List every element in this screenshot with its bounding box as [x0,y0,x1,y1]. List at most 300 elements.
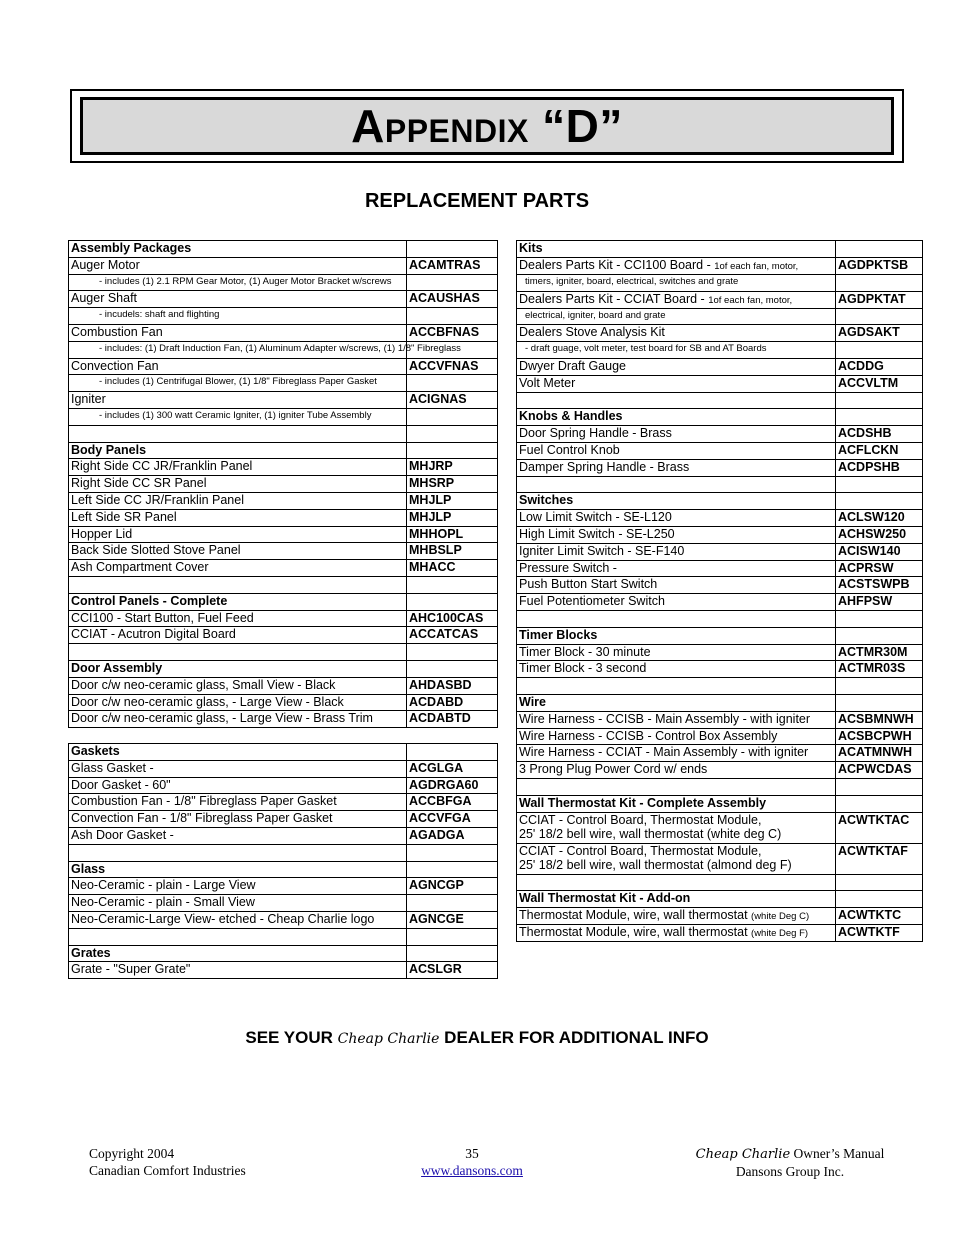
part-description [69,760,407,777]
part-description [517,526,836,543]
part-description-text: Fuel Potentiometer Switch [519,594,665,609]
part-description-text: Kits [519,241,543,255]
part-description [517,874,836,891]
section-header-row [517,627,923,644]
part-number: AGNCGE [407,911,498,928]
part-number [407,928,498,945]
part-number [407,945,498,962]
part-description [69,274,407,291]
part-description [517,510,836,527]
part-number [407,744,498,761]
part-description [69,459,407,476]
part-description-text: Glass Gasket - [71,760,154,775]
part-description-text: Damper Spring Handle - Brass [519,459,690,474]
parts-table-right [516,240,923,942]
part-description-text: Convection Fan - 1/8" Fibreglass Paper Gasket [71,811,333,826]
part-description [517,241,836,258]
part-number [836,610,923,627]
part-description-note: 1of each fan, motor, [708,294,793,306]
part-description [517,728,836,745]
part-number: ACSBCPWH [836,728,923,745]
part-description [69,744,407,761]
part-description-note: (white Deg C) [751,911,810,923]
footer-right [680,1145,900,1180]
part-row [517,274,923,291]
section-header-row [517,694,923,711]
part-description-text: Dealers Parts Kit - CCI100 Board - [519,257,715,272]
part-number: ACWTKTAC [836,812,923,843]
section-header-row [69,660,498,677]
part-description-text: Switches [519,493,574,508]
part-row [517,308,923,325]
part-description [517,291,836,308]
part-number: AGDSAKT [836,325,923,342]
part-description-text: Assembly Packages [71,241,192,255]
part-number [836,409,923,426]
part-description-text: Door Gasket - 60" [71,777,171,792]
part-description-text: - draft guage, volt meter, test board for SB and AT Boards [525,343,767,355]
part-number: ACHSW250 [836,526,923,543]
part-description [517,778,836,795]
part-description-text: Grates [71,945,111,960]
spacer-row [517,610,923,627]
part-number: ACCBFNAS [407,324,498,341]
part-description [69,576,407,593]
part-description [69,324,407,341]
part-number: MHSRP [407,476,498,493]
part-number: ACGLGA [407,760,498,777]
part-row [517,745,923,762]
part-number [836,627,923,644]
part-row [69,911,498,928]
part-row [69,794,498,811]
part-description [69,711,407,728]
part-description [517,843,836,874]
parts-table-left-lower [68,743,498,979]
website-link[interactable]: www.dansons.com [421,1163,523,1178]
part-description [69,425,407,442]
part-number: ACLSW120 [836,510,923,527]
part-row [69,627,498,644]
part-description [517,308,836,325]
part-description [69,928,407,945]
part-number: ACTMR30M [836,644,923,661]
part-number: ACISW140 [836,543,923,560]
part-row [69,324,498,341]
part-row [517,762,923,779]
part-description [517,493,836,510]
part-row [517,908,923,925]
part-number [836,795,923,812]
part-number: ACDABD [407,694,498,711]
part-row [69,526,498,543]
part-description-text: Right Side CC SR Panel [71,476,207,491]
part-description [517,610,836,627]
part-description [69,777,407,794]
part-description-text: Neo-Ceramic - plain - Large View [71,878,256,893]
part-description [517,442,836,459]
part-description-text: Neo-Ceramic - plain - Small View [71,895,255,910]
part-row [69,962,498,979]
part-row [69,257,498,274]
section-header-row [69,241,498,258]
part-number: ACCATCAS [407,627,498,644]
section-header-row [69,744,498,761]
part-number: ACWTKTC [836,908,923,925]
part-description-text: Timer Blocks [519,627,598,642]
part-description [69,375,407,392]
part-number [836,392,923,409]
part-row [69,392,498,409]
part-row [517,543,923,560]
part-description-text: - includes: (1) Draft Induction Fan, (1) Aluminum Adapter w/screws, (1) 1/8" Fibreglass [99,342,461,354]
part-number [836,694,923,711]
part-description [517,711,836,728]
part-description [517,409,836,426]
part-number: ACWTKTAF [836,843,923,874]
part-number: ACAUSHAS [407,291,498,308]
part-description-text: - includes (1) 2.1 RPM Gear Motor, (1) Auger Motor Bracket w/screws [99,275,392,287]
part-description-text: Dealers Parts Kit - CCIAT Board - [519,291,709,306]
part-row [69,358,498,375]
part-description [517,762,836,779]
part-number: ACPRSW [836,560,923,577]
part-number: ACATMNWH [836,745,923,762]
part-number [836,476,923,493]
part-description [517,560,836,577]
part-row [69,509,498,526]
part-description [69,811,407,828]
part-description [517,358,836,375]
part-row [517,510,923,527]
part-number [407,861,498,878]
part-description-text: - includes (1) 300 watt Ceramic Igniter, (1) igniter Tube Assembly [99,409,372,421]
section-header-row [517,409,923,426]
part-row [517,257,923,274]
part-row [517,644,923,661]
part-description-text: Dwyer Draft Gauge [519,358,626,373]
section-header-row [517,891,923,908]
part-number [836,342,923,359]
part-number [836,891,923,908]
part-row [69,459,498,476]
part-number [836,874,923,891]
part-description-text: Door c/w neo-ceramic glass, - Large View - Brass Trim [71,711,373,726]
part-row [69,711,498,728]
part-description [517,891,836,908]
part-description [69,476,407,493]
part-description [517,342,836,359]
dealer-note-post: DEALER FOR ADDITIONAL INFO [439,1028,709,1047]
part-description-text: Volt Meter [519,375,576,390]
dealer-note [0,1028,954,1048]
spacer-row [69,928,498,945]
part-description-text: Pressure Switch - [519,560,617,575]
part-number [407,644,498,661]
section-header-row [517,241,923,258]
section-header-row [69,593,498,610]
part-number [407,308,498,325]
spacer-row [517,678,923,695]
section-title: REPLACEMENT PARTS [364,190,590,212]
part-description [69,358,407,375]
part-row [517,426,923,443]
part-description-text: Left Side SR Panel [71,509,177,524]
part-number [836,274,923,291]
part-row [517,594,923,611]
part-description [69,945,407,962]
part-description-text: Body Panels [71,442,147,457]
part-number [836,678,923,695]
part-description [69,861,407,878]
section-header-row [69,861,498,878]
part-description [69,241,407,258]
part-description [69,341,461,358]
group-name: Dansons Group Inc. [735,1164,845,1179]
part-row [517,925,923,942]
part-description [69,878,407,895]
part-row [69,677,498,694]
part-description-text: CCI100 - Start Button, Fuel Feed [71,610,254,625]
part-description [517,795,836,812]
part-number: ACSLGR [407,962,498,979]
part-description [69,677,407,694]
spacer-row [69,844,498,861]
part-number: MHACC [407,560,498,577]
part-description [517,678,836,695]
part-description-text: Timer Block - 3 second [519,661,647,676]
part-number: ACWTKTF [836,925,923,942]
part-row [517,291,923,308]
part-number [407,576,498,593]
part-description-text: Knobs & Handles [519,409,623,424]
part-description-text: Combustion Fan [71,324,163,339]
part-description [69,291,407,308]
part-description [517,812,836,843]
part-description-text: Door Assembly [71,660,163,675]
part-description-text: electrical, igniter, board and grate [525,309,666,321]
part-row [69,274,498,291]
part-number: ACAMTRAS [407,257,498,274]
part-number [407,844,498,861]
part-description-text: Left Side CC JR/Franklin Panel [71,492,244,507]
part-number: AGNCGP [407,878,498,895]
part-description [69,408,407,425]
part-number: ACDPSHB [836,459,923,476]
part-number: AGDRGA60 [407,777,498,794]
part-description [517,577,836,594]
part-row [69,408,498,425]
spacer-row [517,476,923,493]
part-description-text: Igniter Limit Switch - SE-F140 [519,543,685,558]
part-description-text: Thermostat Module, wire, wall thermostat [519,925,752,940]
part-description-text: Door c/w neo-ceramic glass, - Large View - Black [71,694,344,709]
part-description-text: - incudels: shaft and flighting [99,309,220,321]
spacer-row [517,778,923,795]
part-number [836,493,923,510]
part-description-text: CCIAT - Acutron Digital Board [71,627,236,642]
part-description-text: Fuel Control Knob [519,442,620,457]
part-row [69,476,498,493]
part-row [517,728,923,745]
part-description [69,308,407,325]
section-header-row [517,795,923,812]
appendix-banner [70,89,904,163]
part-description [69,392,407,409]
part-row [517,661,923,678]
part-description [69,627,407,644]
part-description [69,962,407,979]
copyright-text: Copyright 2004 [89,1146,175,1161]
part-description [69,895,407,912]
part-description [69,844,407,861]
part-description [517,459,836,476]
part-description [69,257,407,274]
part-description-text: CCIAT - Control Board, Thermostat Module, [519,812,762,827]
part-number: AGDPKTSB [836,257,923,274]
part-description [517,661,836,678]
dealer-note-pre: SEE YOUR [245,1028,338,1047]
part-description-text: Wire Harness - CCISB - Main Assembly - with igniter [519,711,811,726]
part-row [69,760,498,777]
part-description [69,660,407,677]
part-description-note: (white Deg F) [751,928,809,940]
dealer-note-brand: Cheap Charlie [337,1031,440,1047]
part-description-line2: 25' 18/2 bell wire, wall thermostat (almond deg F) [519,857,792,872]
part-description-text: Neo-Ceramic-Large View- etched - Cheap Charlie logo [71,911,375,926]
page-title: Appendix “D” [351,100,623,152]
part-row [517,459,923,476]
part-description-text: Ash Compartment Cover [71,560,209,575]
part-description [69,610,407,627]
footer-brand: Cheap Charlie [695,1147,791,1162]
part-description-text: Hopper Lid [71,526,133,541]
part-row [69,492,498,509]
part-row [69,341,498,358]
part-number: AHFPSW [836,594,923,611]
part-description [69,560,407,577]
part-number: ACCBFGA [407,794,498,811]
part-number: ACSBMNWH [836,711,923,728]
part-row [69,375,498,392]
part-row [69,610,498,627]
part-number: ACIGNAS [407,392,498,409]
part-description-text: timers, igniter, board, electrical, switches and grate [525,275,739,287]
part-row [517,577,923,594]
part-row [517,560,923,577]
part-row [69,827,498,844]
part-description [517,274,836,291]
part-description-text: Timer Block - 30 minute [519,644,651,659]
part-description [69,492,407,509]
part-description [517,627,836,644]
part-description [69,526,407,543]
part-description-text: Grate - "Super Grate" [71,962,191,977]
part-description-text: Low Limit Switch - SE-L120 [519,510,672,525]
part-row [517,711,923,728]
footer-center [412,1145,532,1179]
part-description-text: CCIAT - Control Board, Thermostat Module, [519,843,762,858]
part-description [69,644,407,661]
part-number [836,308,923,325]
part-description [69,543,407,560]
spacer-row [517,874,923,891]
part-number [407,425,498,442]
spacer-row [69,644,498,661]
part-number: ACDDG [836,358,923,375]
part-row [69,308,498,325]
part-description [69,911,407,928]
company-name: Canadian Comfort Industries [89,1163,246,1178]
part-description [517,325,836,342]
part-row [517,342,923,359]
spacer-row [69,425,498,442]
part-description-text: Glass [71,861,106,876]
part-row [69,694,498,711]
part-description-text: Thermostat Module, wire, wall thermostat [519,908,752,923]
part-number: AGDPKTAT [836,291,923,308]
part-row [517,843,923,874]
part-description [517,375,836,392]
part-description [69,442,407,459]
part-row [69,777,498,794]
section-header-row [517,493,923,510]
part-row [517,358,923,375]
part-description [517,908,836,925]
part-number [407,660,498,677]
part-number: ACSTSWPB [836,577,923,594]
part-description [517,644,836,661]
appendix-banner-inner [80,97,894,155]
part-description-text: Push Button Start Switch [519,577,658,592]
part-number: AGADGA [407,827,498,844]
part-description-text: Dealers Stove Analysis Kit [519,325,665,340]
part-number [836,241,923,258]
part-description [517,594,836,611]
part-description-text: Wire [519,694,546,709]
part-row [69,543,498,560]
part-number: ACCVLTM [836,375,923,392]
part-number: MHJLP [407,509,498,526]
part-description-text: Igniter [71,392,106,407]
part-description-text: 3 Prong Plug Power Cord w/ ends [519,762,708,777]
part-row [69,811,498,828]
part-row [517,812,923,843]
part-row [69,878,498,895]
page-number: 35 [465,1146,479,1161]
part-number [836,778,923,795]
part-number: MHJLP [407,492,498,509]
part-number [407,593,498,610]
part-description [69,827,407,844]
part-description-text: Auger Motor [71,257,140,272]
part-description-text: Convection Fan [71,358,159,373]
part-description-line2: 25' 18/2 bell wire, wall thermostat (white deg C) [519,826,782,841]
part-description-text: Auger Shaft [71,291,138,306]
part-description-text: Door Spring Handle - Brass [519,426,672,441]
part-row [517,526,923,543]
part-description [517,257,836,274]
part-description-text: Gaskets [71,744,120,758]
parts-table-left [68,240,498,728]
part-description-note: 1of each fan, motor, [714,260,799,272]
part-description-text: Wire Harness - CCISB - Control Box Assembly [519,728,778,743]
part-row [517,325,923,342]
part-number: AHDASBD [407,677,498,694]
part-description-text: Back Side Slotted Stove Panel [71,543,241,558]
part-description-text: Wire Harness - CCIAT - Main Assembly - with igniter [519,745,809,760]
part-description [517,543,836,560]
